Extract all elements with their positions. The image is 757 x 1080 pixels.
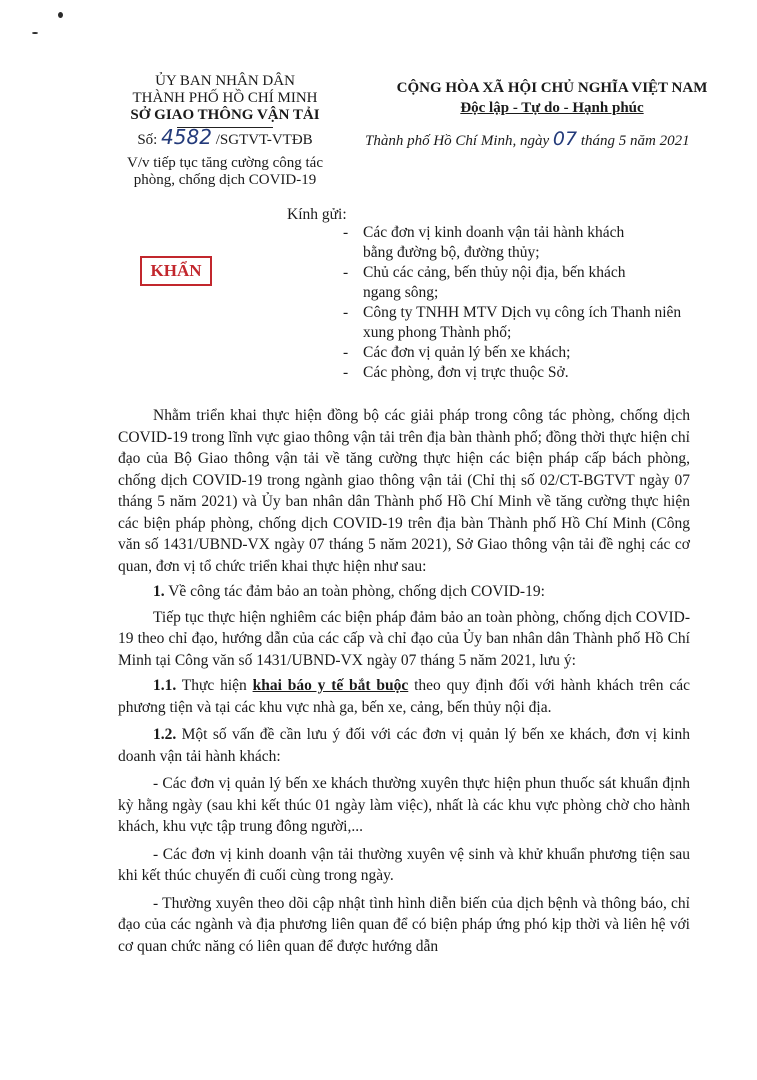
national-motto: Độc lập - Tự do - Hạnh phúc bbox=[460, 100, 644, 116]
intro-paragraph: Nhằm triển khai thực hiện đồng bộ các giải pháp trong công tác phòng, chống dịch COVID-19 trong lĩnh vực giao thông vận tải trên địa bàn thành phố; đồng thời thực hiện chỉ đạo của Bộ Giao thông vận tải về tăng cường thực hiện các biện pháp cấp bách phòng, chống dịch COVID-19 trong ngành giao thông vận tải (Chỉ thị số 02/CT-BGTVT ngày 07 tháng 5 năm 2021) và Ủy ban nhân dân Thành phố Hồ Chí Minh về tăng cường thực hiện các biện pháp phòng, chống dịch COVID-19 trên địa bàn Thành phố Hồ Chí Minh (Công văn số 1431/UBND-VX ngày 07 tháng 5 năm 2021), Sở Giao thông vận tải đề nghị các cơ quan, đơn vị tổ chức triển khai thực hiện như sau: bbox=[118, 407, 690, 575]
document-date bbox=[365, 128, 745, 150]
recipient-item: - Các phòng, đơn vị trực thuộc Sở. bbox=[343, 364, 569, 381]
date-suffix: tháng 5 năm 2021 bbox=[580, 133, 690, 149]
recipient-item: - Các đơn vị kinh doanh vận tải hành khách bằng đường bộ, đường thủy; bbox=[343, 224, 625, 261]
recipients-list bbox=[343, 223, 738, 383]
subject-line-2: phòng, chống dịch COVID-19 bbox=[133, 172, 317, 188]
bullet-vehicle-cleaning: - Các đơn vị kinh doanh vận tải thường xuyên vệ sinh và khử khuẩn phương tiện sau khi kết thúc chuyến đi cuối cùng trong ngày. bbox=[118, 845, 690, 884]
recipient-item: - Các đơn vị quản lý bến xe khách; bbox=[343, 344, 571, 361]
document-body bbox=[118, 405, 690, 957]
section-1-paragraph: Tiếp tục thực hiện nghiêm các biện pháp đảm bảo an toàn phòng, chống dịch COVID-19 theo chỉ đạo, hướng dẫn của các cấp và chỉ đạo của Ủy ban nhân dân Thành phố Hồ Chí Minh tại Công văn số 1431/UBND-VX ngày 07 tháng 5 năm 2021, lưu ý: bbox=[118, 608, 690, 669]
recipients-label: Kính gửi: bbox=[287, 206, 347, 223]
issuer-block bbox=[100, 73, 350, 128]
document-number-suffix: /SGTVT-VTĐB bbox=[215, 132, 313, 148]
section-1-heading: 1. Về công tác đảm bảo an toàn phòng, chống dịch COVID-19: bbox=[153, 583, 545, 600]
document-number bbox=[100, 125, 350, 149]
issuer-department: SỞ GIAO THÔNG VẬN TẢI bbox=[130, 107, 320, 123]
section-1-2-paragraph: 1.2. Một số vấn đề cần lưu ý đối với các đơn vị quản lý bến xe khách, đơn vị kinh doanh vận tải hành khách: bbox=[118, 726, 691, 765]
issuer-line-1: ỦY BAN NHÂN DÂN bbox=[155, 73, 295, 89]
urgent-stamp: KHẨN bbox=[140, 256, 212, 286]
issuer-line-2: THÀNH PHỐ HỒ CHÍ MINH bbox=[132, 90, 318, 106]
document-number-label: Số: bbox=[137, 132, 158, 148]
mandatory-declaration-emphasis: khai báo y tế bắt buộc bbox=[252, 677, 409, 694]
recipient-item: - Công ty TNHH MTV Dịch vụ công ích Thanh niên xung phong Thành phố; bbox=[343, 304, 682, 341]
date-prefix: Thành phố Hồ Chí Minh, ngày bbox=[365, 133, 550, 149]
section-1-1-paragraph: 1.1. Thực hiện khai báo y tế bắt buộc theo quy định đối với hành khách trên các phương tiện và tại các khu vực nhà ga, bến xe, cảng, bến thủy nội địa. bbox=[118, 677, 690, 716]
subject-line-1: V/v tiếp tục tăng cường công tác bbox=[126, 155, 323, 171]
national-header bbox=[362, 78, 742, 118]
document-number-value: 4582 bbox=[161, 125, 212, 149]
scan-speck bbox=[58, 12, 63, 18]
bullet-monitoring: - Thường xuyên theo dõi cập nhật tình hình diễn biến của dịch bệnh và thông báo, chỉ đạo của các ngành và địa phương liên quan để có biện pháp ứng phó kịp thời và liên hệ với cơ quan chức năng có liên quan để được hướng dẫn bbox=[118, 894, 690, 955]
document-subject bbox=[100, 155, 350, 189]
date-day: 07 bbox=[552, 128, 578, 150]
national-title: CỘNG HÒA XÃ HỘI CHỦ NGHĨA VIỆT NAM bbox=[396, 80, 708, 96]
recipient-item: - Chủ các cảng, bến thủy nội địa, bến khách ngang sông; bbox=[343, 264, 626, 301]
scan-speck bbox=[32, 32, 38, 34]
bullet-disinfection: - Các đơn vị quản lý bến xe khách thường xuyên thực hiện phun thuốc sát khuẩn định kỳ hằng ngày (sau khi kết thúc 01 ngày làm việc), nhất là các khu vực phòng chờ cho hành khách, khu vực tập trung đông người,... bbox=[118, 775, 690, 835]
